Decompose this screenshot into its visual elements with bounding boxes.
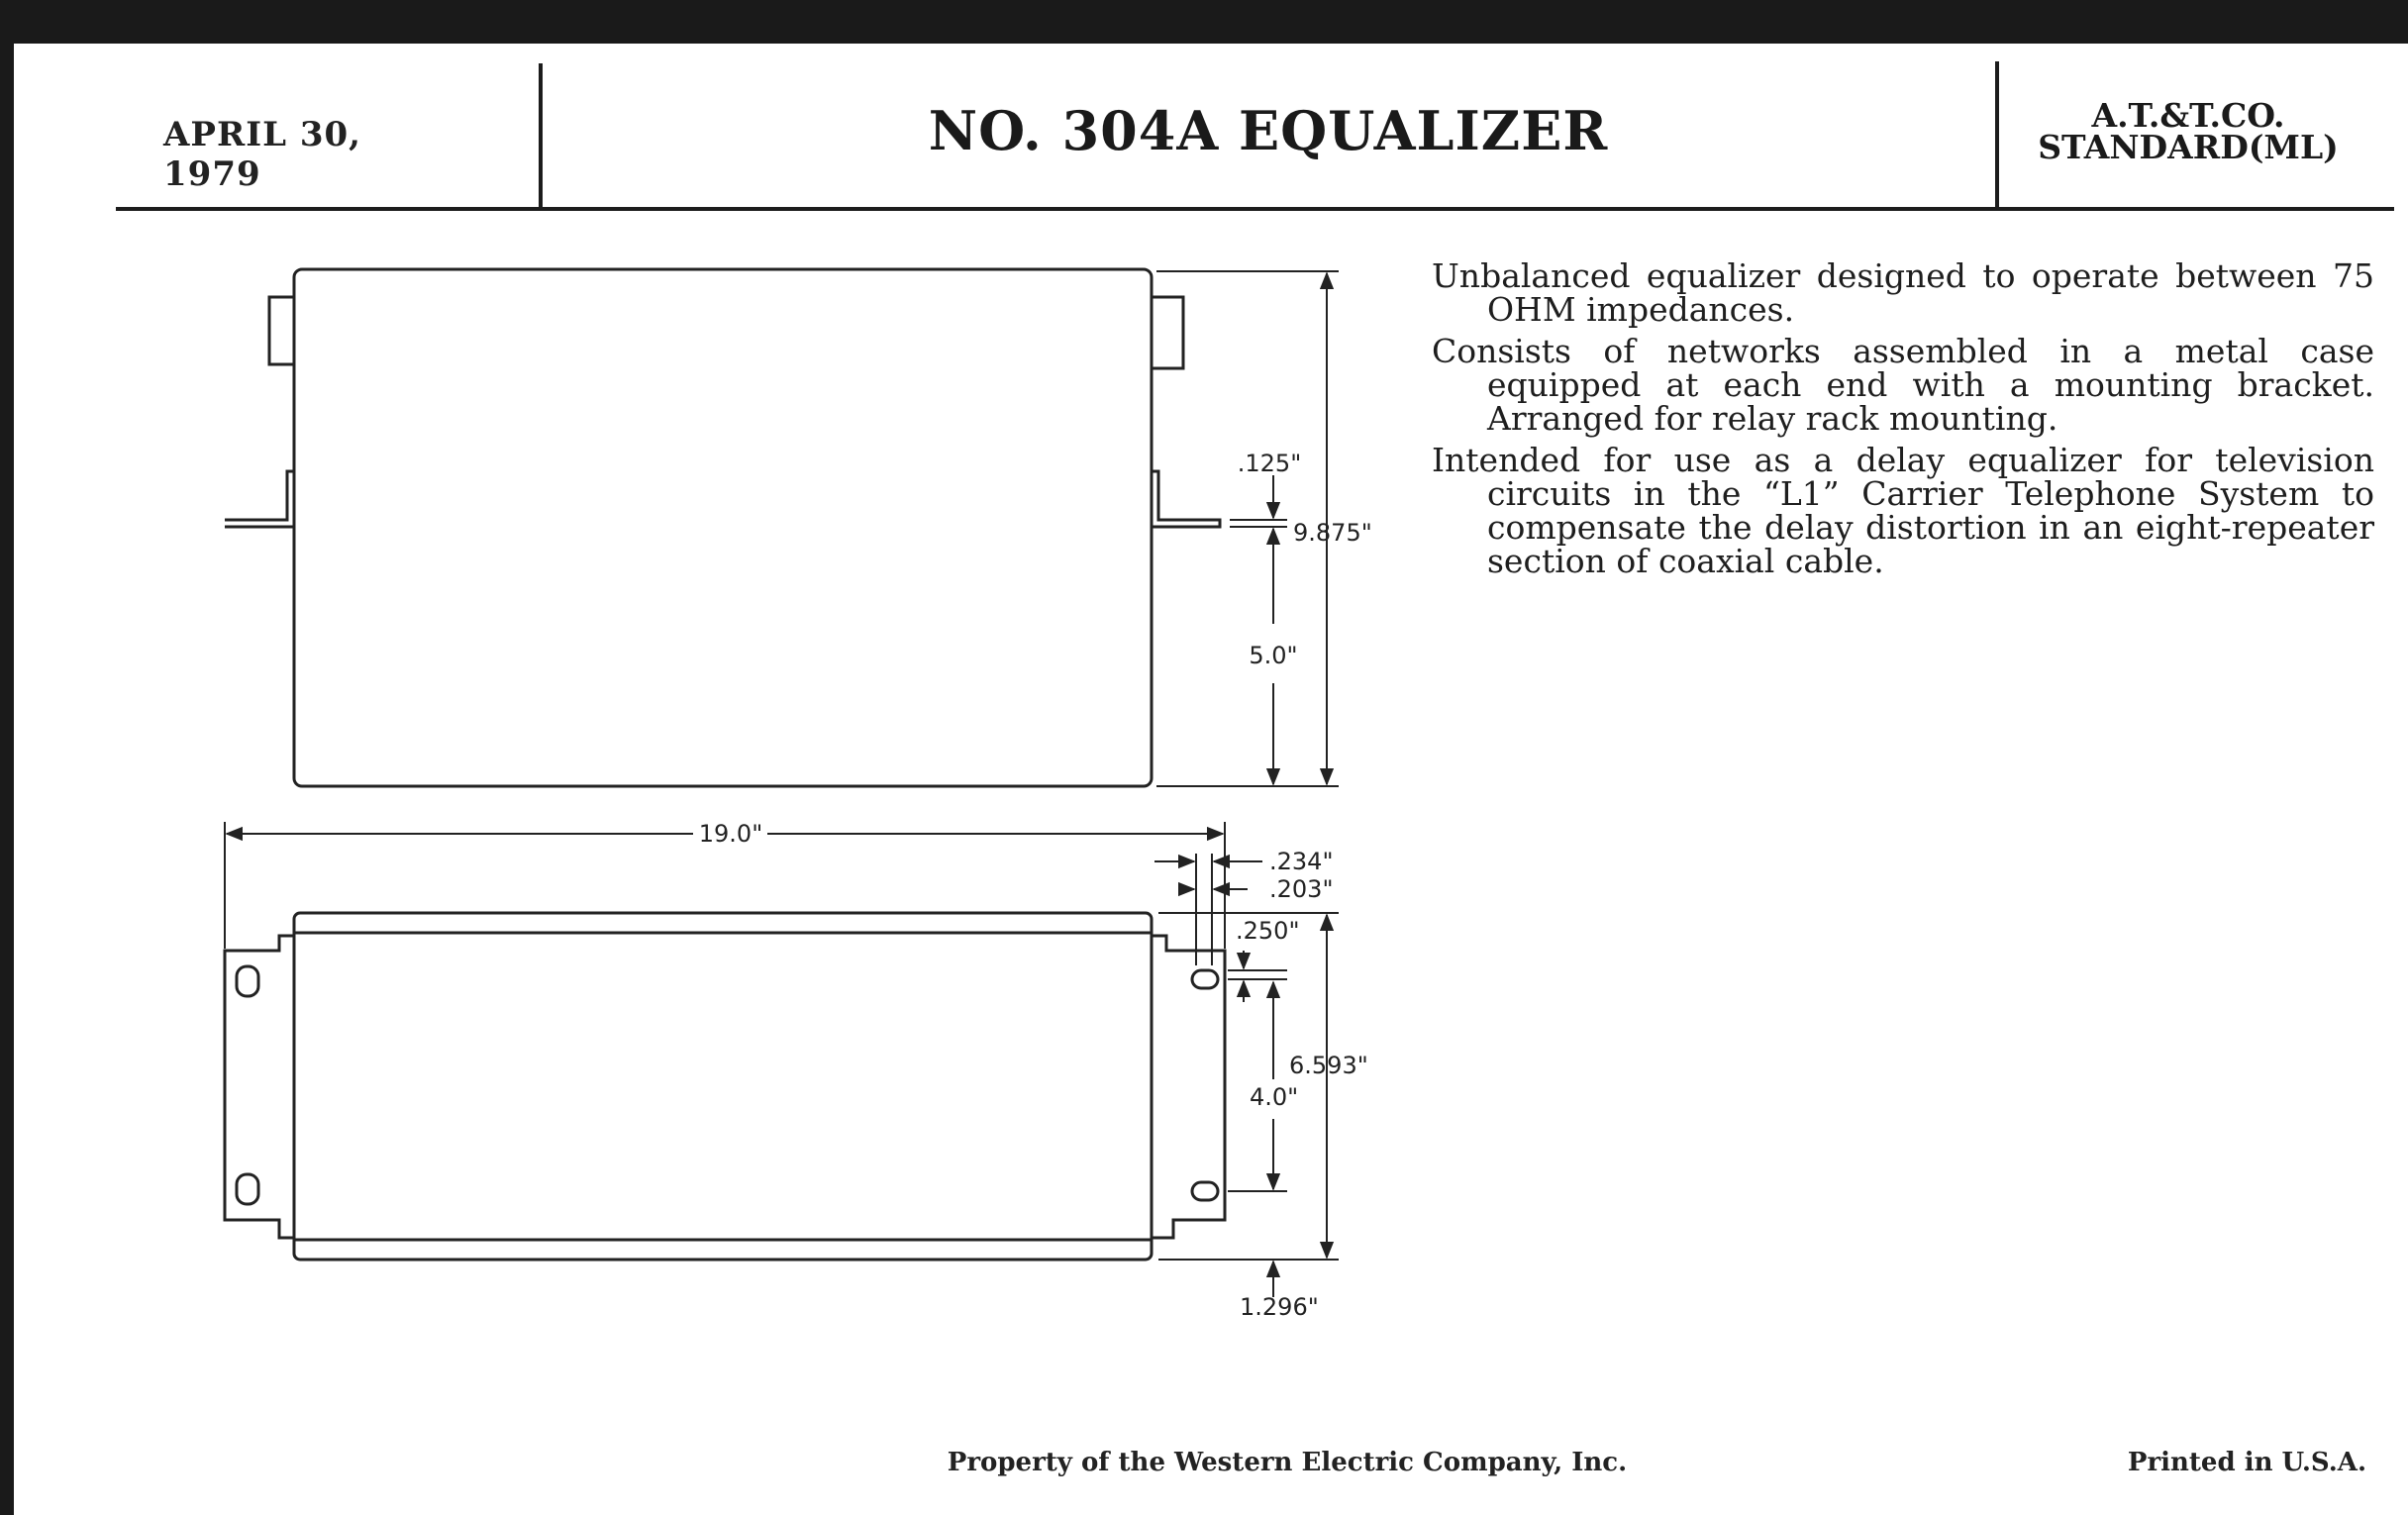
mounting-hole: [1192, 1182, 1218, 1200]
dim-bracket-offset: 5.0": [1249, 642, 1298, 669]
top-view-right-bracket: [1152, 471, 1220, 527]
bottom-view-right-bracket: [1152, 936, 1225, 1238]
top-view-right-connector: [1152, 297, 1183, 368]
bottom-view-case: [294, 913, 1152, 1260]
top-view-case: [294, 269, 1152, 786]
description-paragraph: Consists of networks assembled in a metal case equipped at each end with a mounting bracket. Arranged for relay rack mounting.: [1432, 332, 2374, 438]
dim-203: .203": [1269, 875, 1334, 903]
dim-bracket-thickness: .125": [1237, 450, 1302, 477]
top-view-left-bracket: [225, 471, 294, 520]
description-paragraph: Intended for use as a delay equalizer for television circuits in the “L1” Carrier Telephone System to compensate the delay distortion in an eight-repeater section of coaxial cable.: [1432, 441, 2374, 580]
dim-250: .250": [1236, 917, 1300, 945]
mounting-hole: [237, 966, 258, 996]
issue-date: APRIL 30, 1979: [163, 115, 362, 194]
dim-overall-width: 19.0": [698, 820, 763, 848]
mounting-hole: [1192, 970, 1218, 988]
footer-property: Property of the Western Electric Company, Inc.: [947, 1448, 1628, 1477]
mounting-hole: [237, 1174, 258, 1204]
page-title: NO. 304A EQUALIZER: [928, 99, 1609, 162]
dim-hole-spacing: 4.0": [1250, 1083, 1299, 1111]
dim-1296: 1.296": [1240, 1293, 1319, 1321]
standard-line-1: A.T.&T.CO.: [2091, 96, 2285, 135]
top-view-left-connector: [269, 297, 294, 364]
dim-top-height: 9.875": [1293, 519, 1372, 547]
footer-printed: Printed in U.S.A.: [2127, 1448, 2366, 1477]
standard-line-2: STANDARD(ML): [2038, 128, 2339, 166]
description-paragraph: Unbalanced equalizer designed to operate between 75 OHM impedances.: [1432, 256, 2374, 329]
dim-234: .234": [1269, 848, 1334, 875]
dim-bottom-height: 6.593": [1289, 1052, 1368, 1079]
